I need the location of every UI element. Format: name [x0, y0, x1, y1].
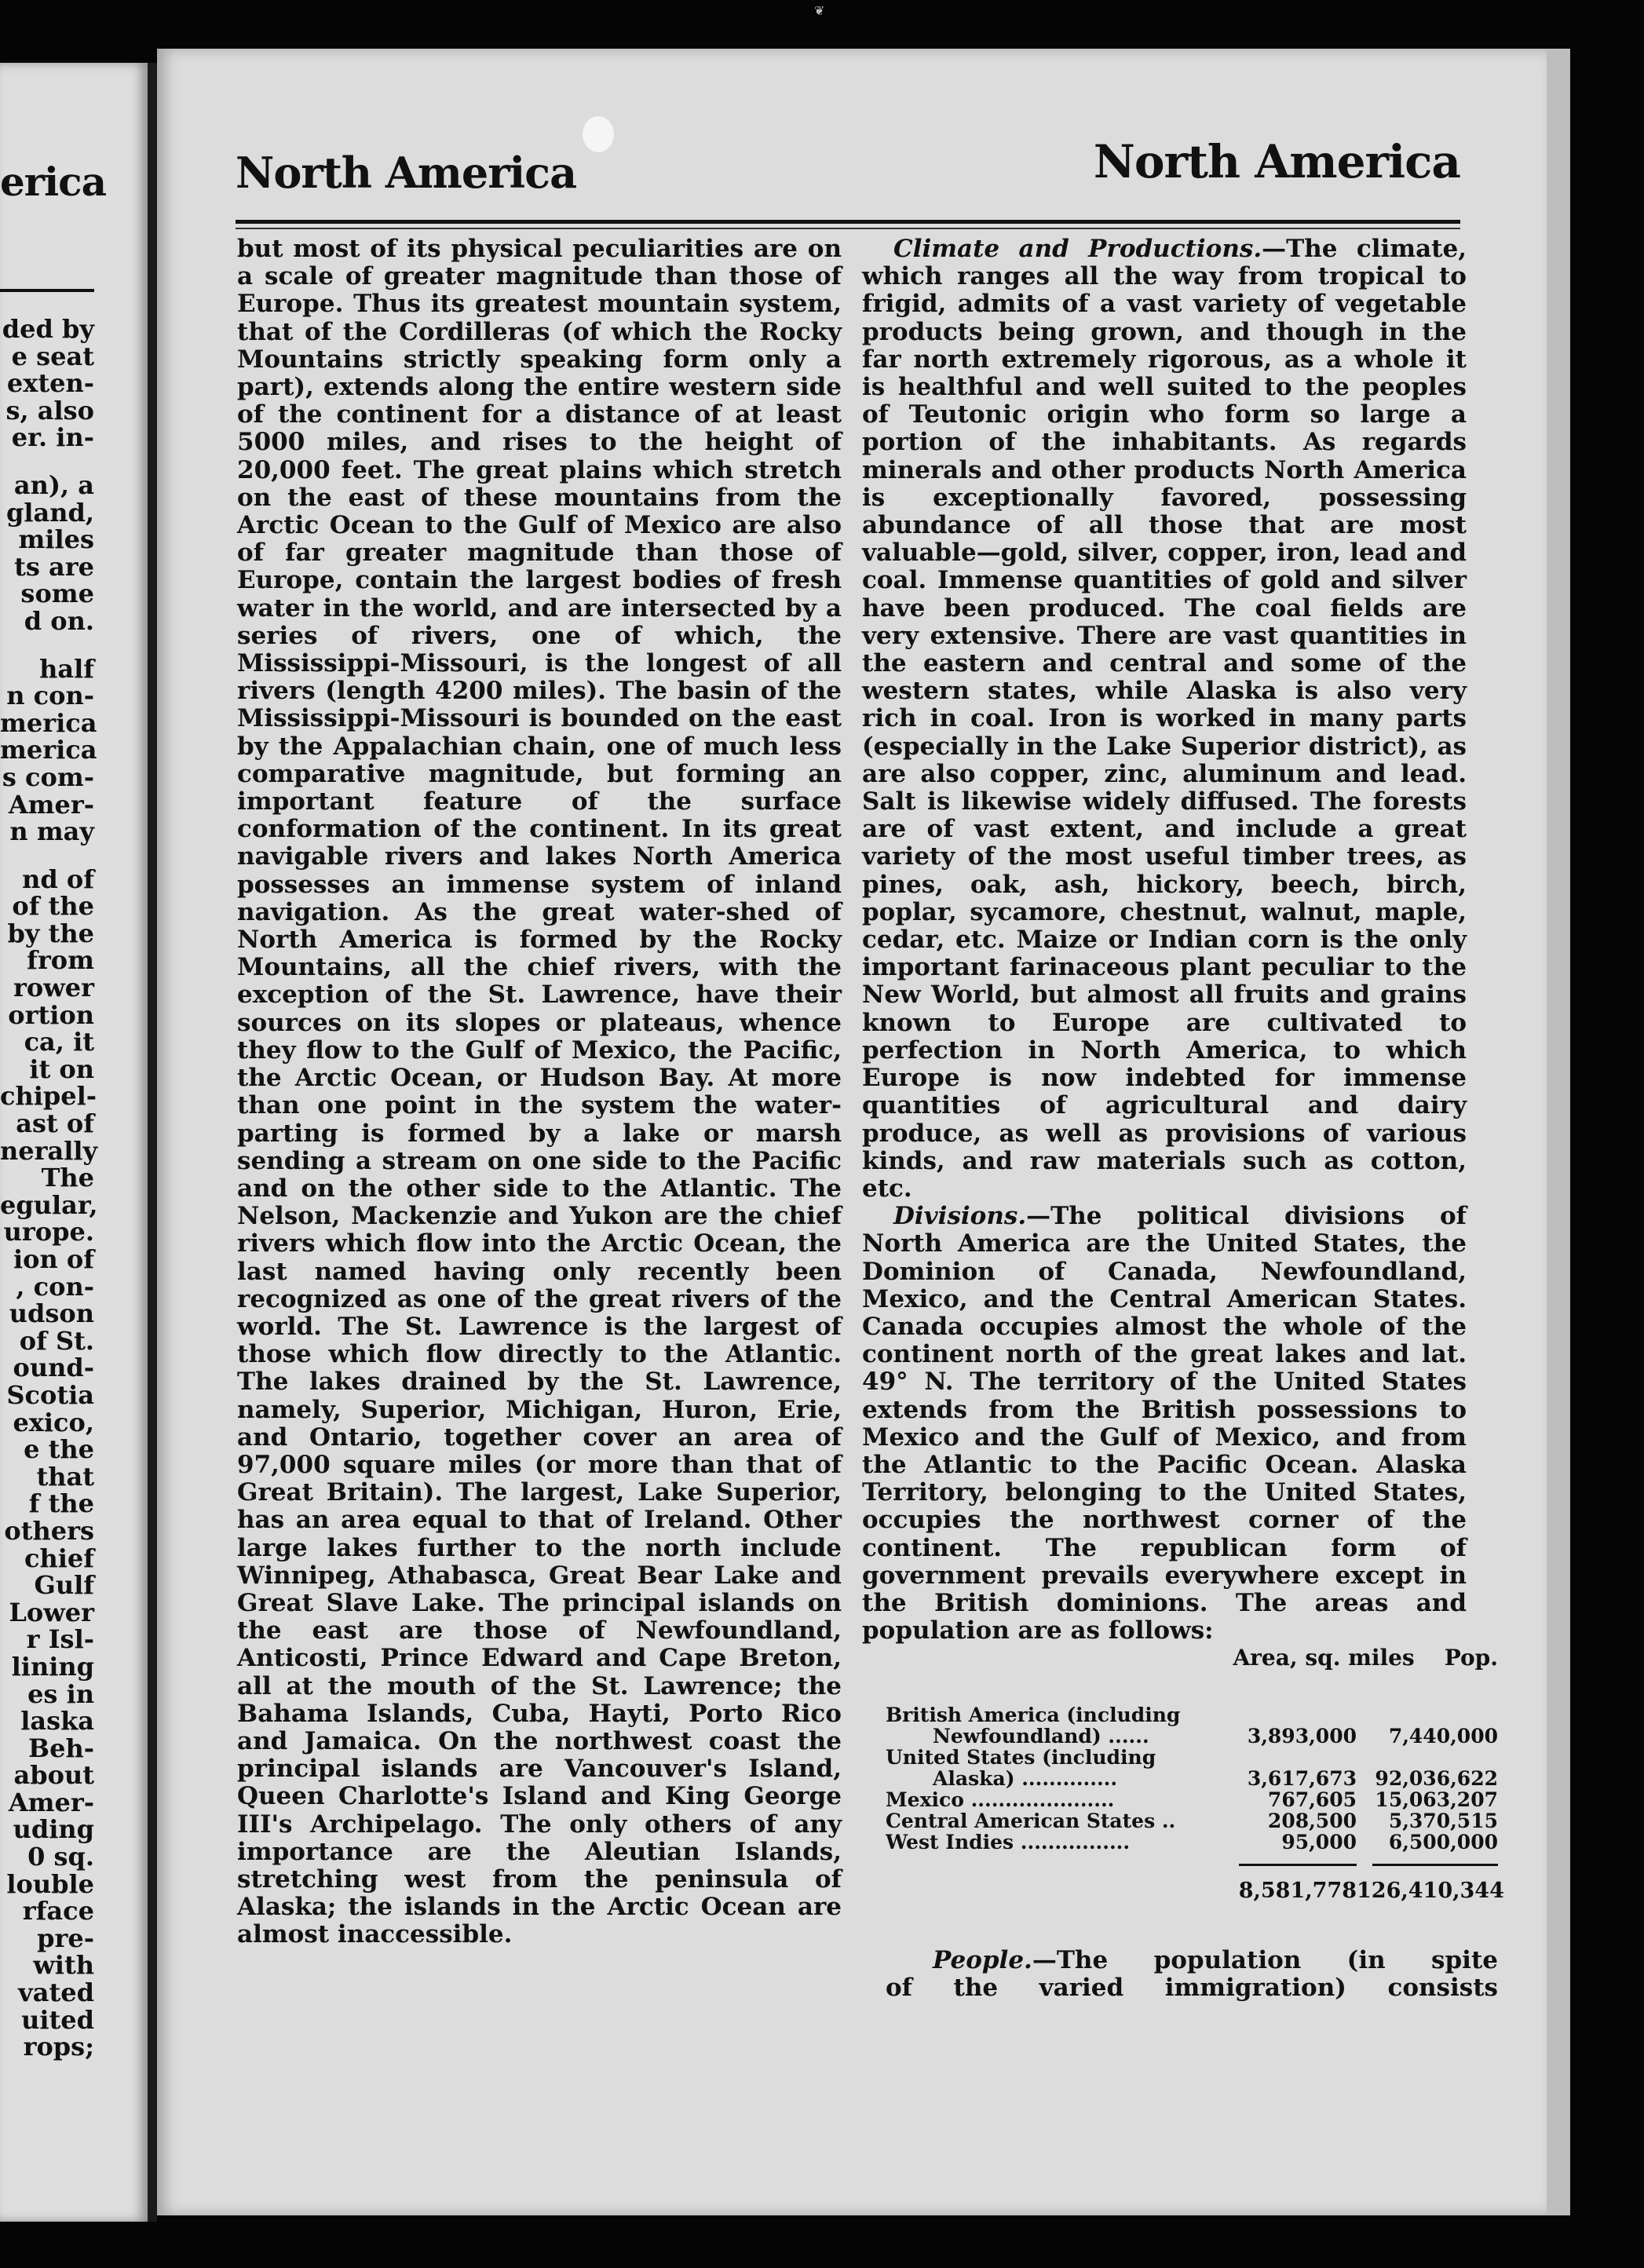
left-page-line: ast of — [16, 1108, 94, 1139]
left-page-line: Lower — [9, 1597, 94, 1627]
left-page-text — [0, 314, 98, 2062]
left-page-line: laska — [20, 1706, 94, 1737]
table-row — [886, 1747, 1498, 1789]
left-page-line: merica — [0, 707, 97, 738]
left-page-line: rface — [22, 1896, 94, 1927]
left-page-fragment — [0, 63, 148, 2222]
left-page-line: uited — [21, 2004, 94, 2035]
left-page-line: gland, — [5, 497, 94, 528]
left-page-line: others — [4, 1515, 94, 1546]
row-label: West Indies ................ — [886, 1832, 1131, 1853]
left-page-gap — [0, 845, 94, 866]
left-page-line: vated — [18, 1978, 94, 2008]
left-page-line: r Isl- — [26, 1624, 94, 1655]
row-label: British America (including — [886, 1704, 1181, 1726]
people-line-2: of the varied immigration) consists — [886, 1974, 1498, 2003]
col-pop-header: Pop. — [1444, 1645, 1498, 1671]
left-page-line: er. in- — [11, 422, 94, 453]
row-pop: 15,063,207 — [1375, 1788, 1498, 1811]
row-label: United States (including — [886, 1747, 1156, 1769]
row-area: 3,893,000 — [1247, 1725, 1357, 1748]
row-label: Central American States .. — [886, 1810, 1176, 1832]
row-label-continued: Newfoundland) ...... — [933, 1725, 1149, 1747]
left-page-line: ded by — [2, 314, 94, 344]
left-page-line: egular, — [0, 1189, 98, 1220]
header-rule-thin — [236, 228, 1460, 229]
row-pop: 5,370,515 — [1388, 1810, 1498, 1832]
row-area: 95,000 — [1281, 1831, 1357, 1853]
row-pop: 7,440,000 — [1388, 1725, 1498, 1748]
total-pop: 126,410,344 — [1357, 1879, 1504, 1903]
left-page-line: es in — [27, 1678, 94, 1709]
left-page-line: of St. — [19, 1325, 94, 1356]
row-pop: 92,036,622 — [1375, 1767, 1498, 1790]
total-rule — [886, 1864, 1498, 1866]
divisions-paragraph — [862, 1203, 1467, 1645]
left-page-line: chipel- — [0, 1081, 97, 1112]
left-page-header: erica — [0, 159, 106, 205]
left-page-line: udson — [9, 1298, 94, 1329]
left-page-line: half — [39, 653, 94, 684]
left-page-line: The — [41, 1163, 94, 1193]
left-page-line: lining — [11, 1651, 94, 1682]
left-page-line: Gulf — [34, 1570, 94, 1601]
left-page-line: ortion — [8, 999, 94, 1030]
page-edge — [1547, 49, 1570, 2215]
left-page-line: an), a — [13, 469, 94, 500]
people-text-1: —The population (in spite — [1032, 1946, 1498, 1974]
table-total-row — [886, 1879, 1504, 1903]
table-row — [886, 1704, 1498, 1747]
left-page-line: merica — [0, 735, 97, 765]
left-page-line: chief — [24, 1543, 94, 1573]
left-page-line: some — [20, 579, 94, 609]
climate-heading: Climate and Productions. — [893, 235, 1262, 263]
people-section — [886, 1947, 1498, 2002]
left-page-line: louble — [6, 1868, 94, 1899]
left-page-line: f the — [28, 1488, 94, 1519]
left-page-line: from — [27, 945, 94, 976]
left-page-line: pre- — [37, 1923, 94, 1953]
left-page-line: uding — [13, 1814, 94, 1845]
row-area: 208,500 — [1267, 1810, 1357, 1832]
table-row — [886, 1832, 1498, 1853]
people-line-1 — [886, 1947, 1498, 1974]
left-page-line: exico, — [13, 1407, 94, 1437]
climate-text: —The climate, which ranges all the way from tropical to frigid, admits of a vast variety of vegetable products being grown, and though in the far north extremely rigorous, as a whole it is healthful and well suited to the peoples of Teutonic origin who form so large a portion of the inhabitants. As regards minerals and other products North America is exceptionally favored, possessing abundance of all those that are most valuable—gold, silver, copper, iron, lead and coal. Immense quantities of gold and silver have been produced. The coal fields are very extensive. There are vast quantities in the eastern and central and some of the western states, while Alaska is also very rich in coal. Iron is worked in many parts (especially in the Lake Superior district), as are also copper, zinc, aluminum and lead. Salt is likewise widely diffused. The forests are of vast extent, and include a great variety of the most useful timber trees, as pines, oak, ash, hickory, beech, birch, poplar, sycamore, chestnut, walnut, maple, cedar, etc. Maize or Indian corn is the only important farinaceous plant peculiar to the New World, but almost all fruits and grains known to Europe are cultivated to perfection in North America, to which Europe is now indebted for immense quantities of agricultural and dairy produce, as well as provisions of various kinds, and raw materials such as cotton, etc. — [862, 235, 1467, 1203]
total-area: 8,581,778 — [1238, 1879, 1357, 1903]
right-column — [862, 236, 1467, 1645]
left-page-line: Amer- — [8, 1787, 94, 1817]
divisions-text: —The political divisions of North America are the United States, the Dominion of Canada, Newfoundland, Mexico, and the Central American States. Canada occupies almost the whole of the continent north of the great lakes and lat. 49° N. The territory of the United States extends from the British possessions to Mexico and the Gulf of Mexico, and from the Atlantic to the Pacific Ocean. Alaska Territory, belonging to the United States, occupies the northwest corner of the continent. The republican form of government prevails everywhere except in the British dominions. The areas and population are as follows: — [862, 1202, 1467, 1645]
left-page-gap — [0, 451, 94, 472]
left-page-rule — [0, 289, 94, 292]
left-page-line: ound- — [13, 1353, 94, 1383]
row-label: Mexico ..................... — [886, 1789, 1115, 1810]
left-page-line: by the — [7, 918, 94, 948]
area-population-table — [886, 1645, 1504, 1903]
col-area-header: Area, sq. miles — [1233, 1645, 1415, 1671]
left-page-line: urope. — [3, 1217, 94, 1247]
left-page-line: that — [36, 1461, 94, 1492]
table-row — [886, 1810, 1498, 1832]
left-page-line: Amer- — [8, 789, 94, 820]
left-page-line: miles — [18, 524, 94, 555]
people-heading: People. — [933, 1946, 1032, 1974]
row-area: 3,617,673 — [1247, 1767, 1357, 1790]
left-page-line: rops; — [23, 2032, 94, 2062]
left-page-line: of the — [12, 891, 94, 922]
left-page-line: 0 sq. — [27, 1842, 94, 1872]
left-page-line: nerally — [0, 1135, 98, 1166]
left-page-line: Beh- — [28, 1733, 94, 1763]
running-head-left: North America — [236, 148, 577, 198]
left-page-line: ion of — [13, 1244, 94, 1274]
left-page-line: Scotia — [6, 1379, 94, 1410]
left-page-line: ts are — [14, 551, 94, 582]
left-page-line: n may — [9, 816, 94, 847]
left-page-line: nd of — [22, 864, 94, 894]
left-page-line: ca, it — [24, 1027, 94, 1057]
left-page-line: e the — [24, 1434, 94, 1465]
left-page-line: exten- — [6, 368, 94, 399]
row-label-continued: Alaska) .............. — [933, 1767, 1118, 1789]
divisions-heading: Divisions. — [893, 1202, 1027, 1231]
left-page-line: about — [13, 1760, 94, 1791]
row-pop: 6,500,000 — [1388, 1831, 1498, 1853]
book-gutter — [148, 63, 157, 2222]
header-rule — [236, 220, 1460, 224]
left-page-line: d on. — [24, 605, 94, 636]
left-page-line: rower — [13, 973, 94, 1003]
row-area: 767,605 — [1267, 1788, 1357, 1811]
climate-paragraph — [862, 236, 1467, 1203]
left-column — [237, 236, 842, 1949]
running-head-right: North America — [1093, 135, 1460, 188]
top-mark: ❦ — [814, 3, 825, 18]
table-header — [886, 1645, 1498, 1671]
left-page-line: with — [33, 1950, 94, 1981]
left-page-line: it on — [29, 1054, 94, 1084]
page-header — [236, 102, 1460, 196]
table-row — [886, 1789, 1498, 1810]
left-page-line: , con- — [16, 1271, 94, 1302]
left-page-gap — [0, 635, 94, 656]
left-page-line: e seat — [11, 341, 94, 371]
left-page-line: s, also — [5, 395, 94, 425]
left-page-line: n con- — [6, 681, 94, 711]
table-rows — [886, 1704, 1498, 1853]
left-page-line: s com- — [2, 761, 94, 792]
body-paragraph: but most of its physical peculiarities are on a scale of greater magnitude than those of Europe. Thus its greatest mountain system, that of the Cordilleras (of which the Rocky Mountains strictly speaking form only a part), extends along the entire western side of the continent for a distance of at least 5000 miles, and rises to the height of 20,000 feet. The great plains which stretch on the east of these mountains from the Arctic Ocean to the Gulf of Mexico are also of far greater magnitude than those of Europe, contain the largest bodies of fresh water in the world, and are intersected by a series of rivers, one of which, the Mississippi-Missouri, is the longest of all rivers (length 4200 miles). The basin of the Mississippi-Missouri is bounded on the east by the Appalachian chain, one of much less comparative magnitude, but forming an important feature of the surface conformation of the continent. In its great navigable rivers and lakes North America possesses an immense system of inland navigation. As the great water-shed of North America is formed by the Rocky Mountains, all the chief rivers, with the exception of the St. Lawrence, have their sources on its slopes or plateaus, whence they flow to the Gulf of Mexico, the Pacific, the Arctic Ocean, or Hudson Bay. At more than one point in the system the water-parting is formed by a lake or marsh sending a stream on one side to the Pacific and on the other side to the Atlantic. The Nelson, Mackenzie and Yukon are the chief rivers which flow into the Arctic Ocean, the last named having only recently been recognized as one of the great rivers of the world. The St. Lawrence is the largest of those which flow directly to the Atlantic. The lakes drained by the St. Lawrence, namely, Superior, Michigan, Huron, Erie, and Ontario, together cover an area of 97,000 square miles (or more than that of Great Britain). The largest, Lake Superior, has an area equal to that of Ireland. Other large lakes further to the north include Winnipeg, Athabasca, Great Bear Lake and Great Slave Lake. The principal islands on the east are those of Newfoundland, Anticosti, Prince Edward and Cape Breton, all at the mouth of the St. Lawrence; the Bahama Islands, Cuba, Hayti, Porto Rico and Jamaica. On the northwest coast the principal islands are Vancouver's Island, Queen Charlotte's Island and King George III's Archipelago. The only others of any importance are the Aleutian Islands, stretching west from the peninsula of Alaska; the islands in the Arctic Ocean are almost inaccessible. — [237, 235, 842, 1949]
